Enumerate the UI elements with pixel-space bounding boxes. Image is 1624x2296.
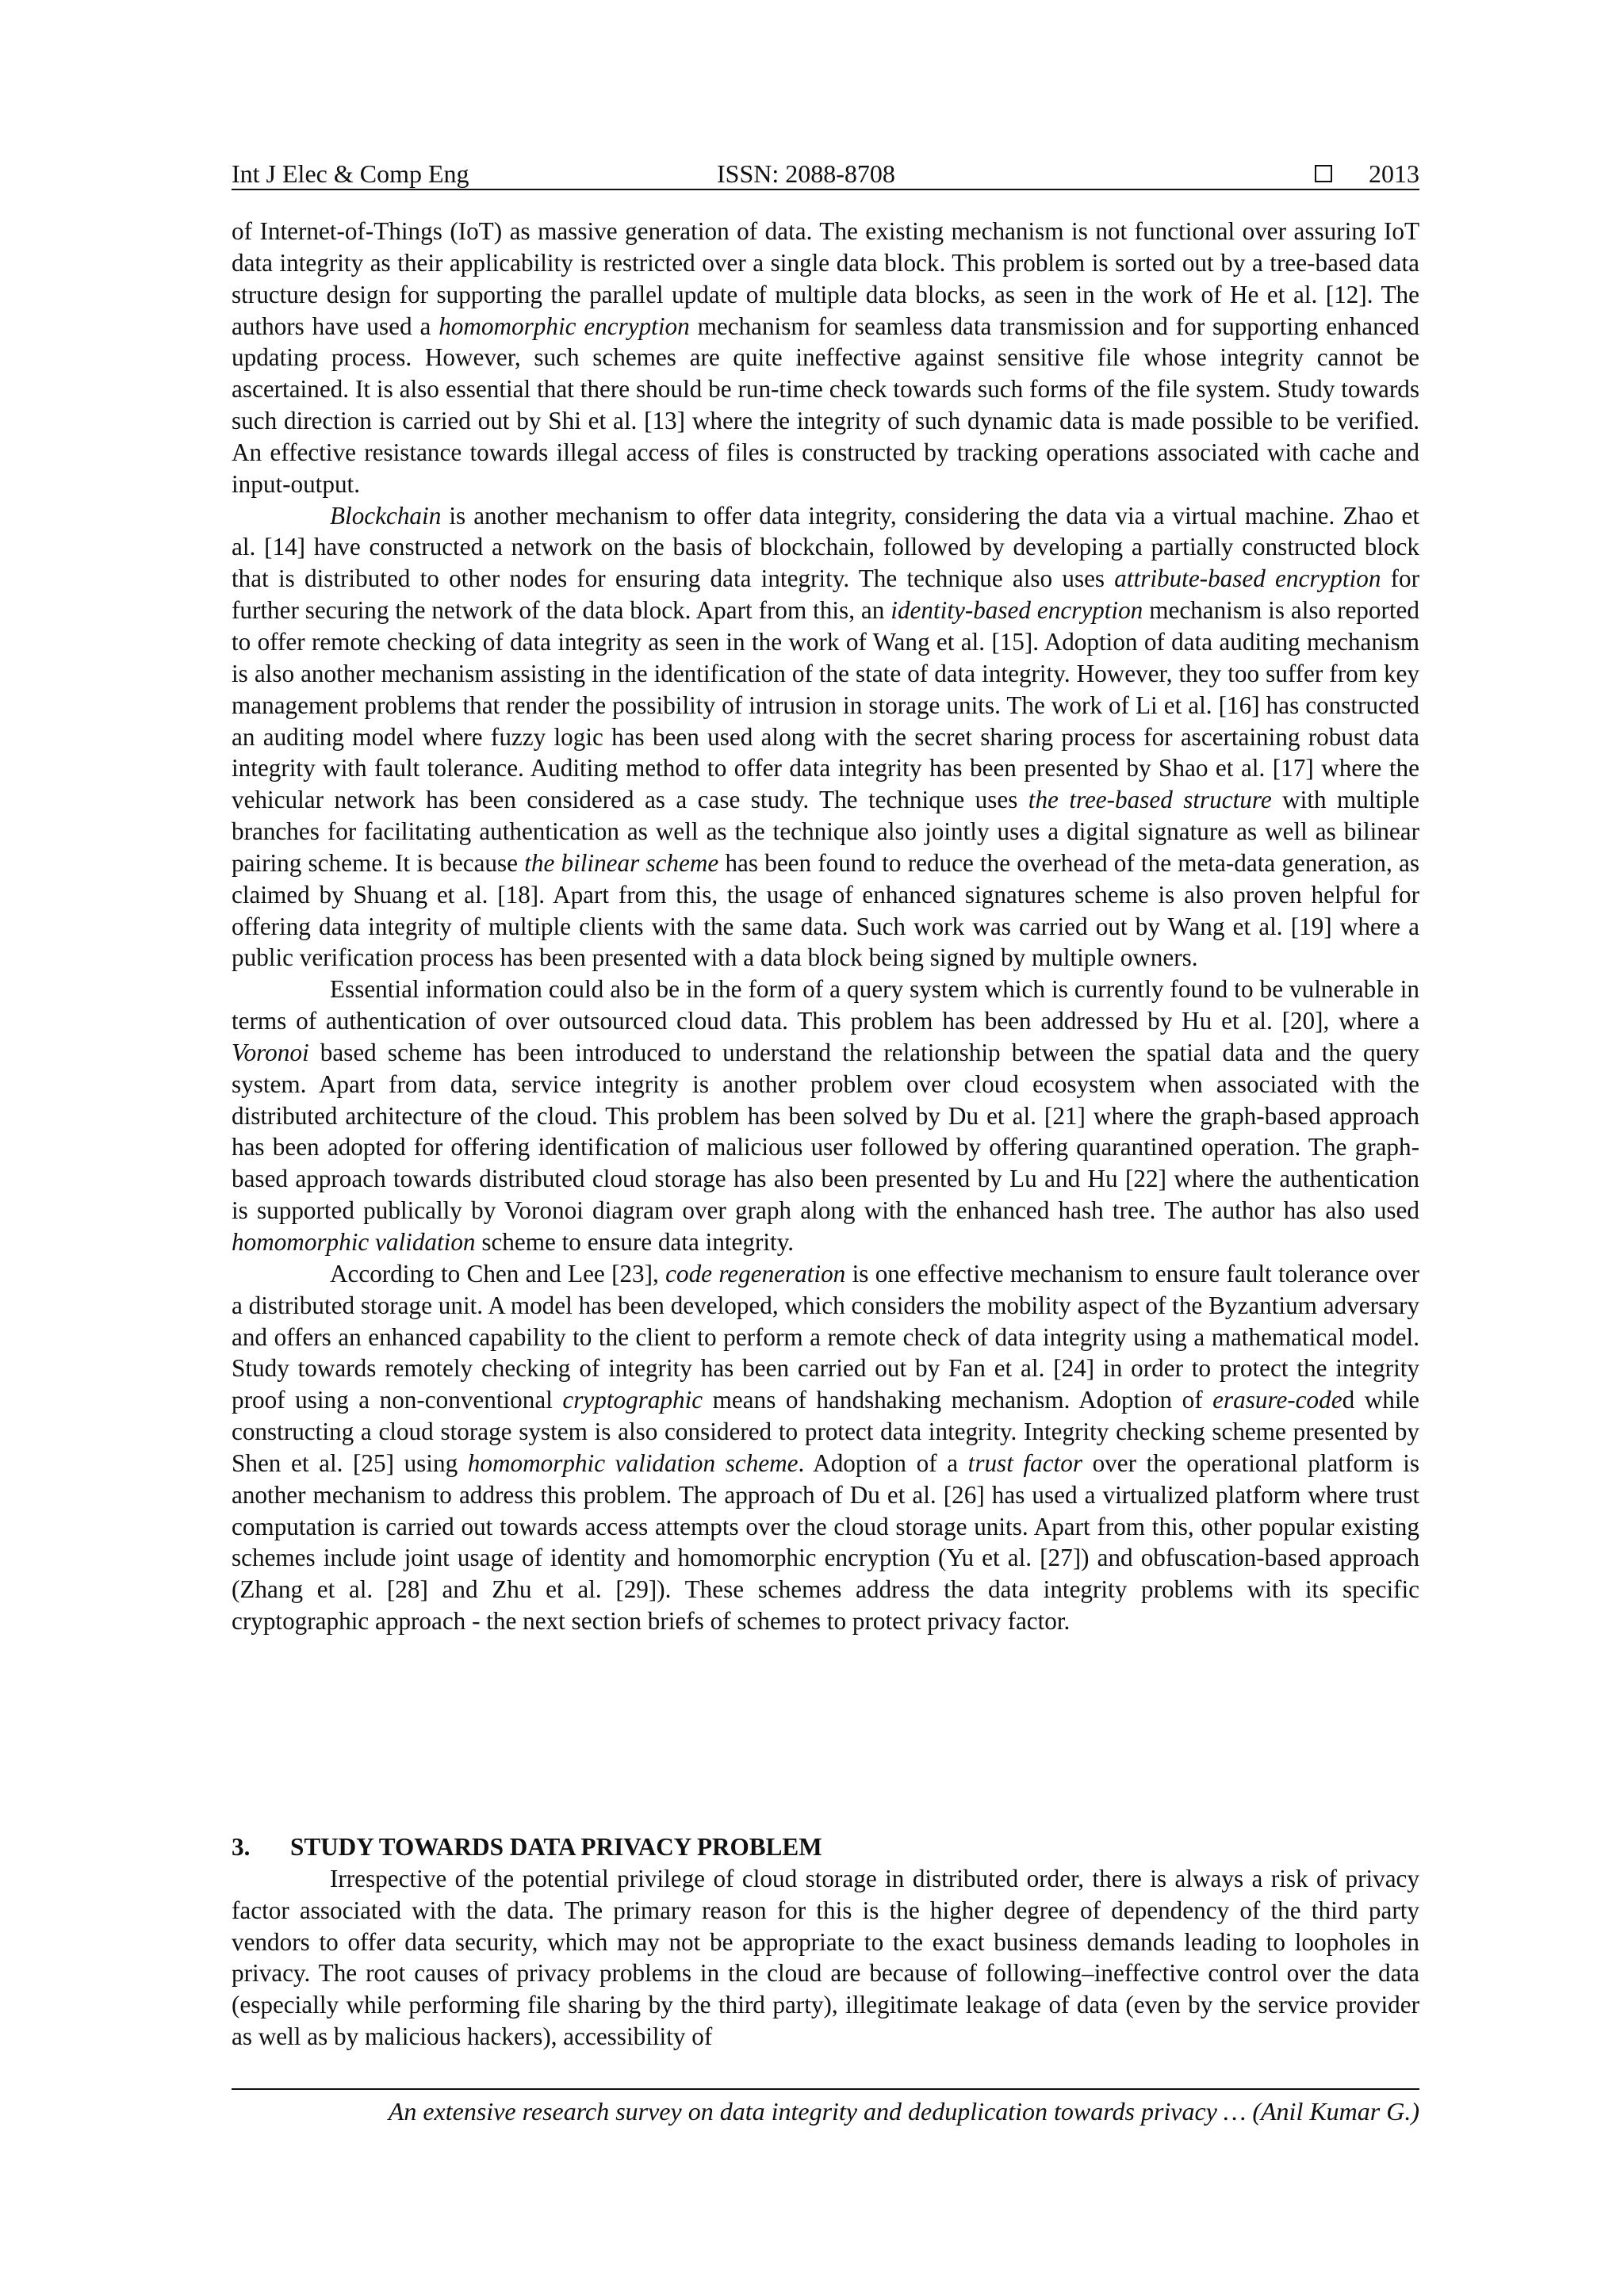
section-heading bbox=[232, 1831, 1419, 1863]
paragraph-3-segment-5: scheme to ensure data integrity. bbox=[475, 1228, 795, 1256]
paragraph-4-segment-10: trust factor bbox=[967, 1448, 1082, 1477]
issn-label: ISSN: 2088-8708 bbox=[717, 159, 895, 188]
paragraph-1-segment-2: homomorphic encryption bbox=[439, 312, 690, 340]
paragraph-2-segment-2: is another mechanism to offer data integrity, considering the data via a virtual machine. Zhao et al. [14] have constructed a network on the basis of blockchain, followed by developing a partially constructed block that is distributed to other nodes for ensuring data integrity. The technique also uses bbox=[232, 501, 1419, 593]
paragraph-4 bbox=[232, 1258, 1419, 1637]
paragraph-4-segment-2: code regeneration bbox=[665, 1259, 846, 1288]
paragraph-4-segment-5: means of handshaking mechanism. Adoption of bbox=[703, 1386, 1213, 1414]
paragraph-3 bbox=[232, 974, 1419, 1258]
header-divider bbox=[232, 189, 1419, 190]
page-number: 2013 bbox=[1369, 159, 1419, 188]
paragraph-3-segment-3: based scheme has been introduced to understand the relationship between the spatial data and the query system. Apart from data, service integrity is another problem over cloud ecosystem when associated with the distributed architecture of the cloud. This problem has been solved by Du et al. [21] where the graph-based approach has been adopted for offering identification of malicious user followed by offering quarantined operation. The graph-based approach towards distributed cloud storage has also been presented by Lu and Hu [22] where the authentication is supported publically by Voronoi diagram over graph along with the enhanced hash tree. The author has also used bbox=[232, 1038, 1419, 1225]
footer-divider bbox=[232, 2088, 1419, 2090]
paragraph-4-segment-6: erasure-code bbox=[1212, 1386, 1342, 1414]
paragraph-2-segment-7: the tree-based structure bbox=[1028, 786, 1272, 814]
paragraph-2-segment-9: the bilinear scheme bbox=[524, 848, 719, 877]
paragraph-1-segment-1: of Internet-of-Things (IoT) as massive generation of data. The existing mechanism is not functional over assuring IoT data integrity as their applicability is restricted over a single data block. This problem is sorted out by a tree-based data structure design for supporting the parallel update of multiple data blocks, as seen in the work of He et al. [12]. The authors have used a bbox=[232, 217, 1419, 340]
running-header bbox=[232, 155, 1419, 192]
paragraph-3-segment-4: homomorphic validation bbox=[232, 1228, 476, 1256]
running-footer: An extensive research survey on data integrity and deduplication towards privacy … (Anil Kumar G.) bbox=[388, 2097, 1419, 2126]
paragraph-2-segment-1: Blockchain bbox=[330, 501, 442, 530]
paragraph-2-segment-5: identity-based encryption bbox=[891, 596, 1143, 625]
paragraph-2-segment-3: attribute-based encryption bbox=[1114, 564, 1381, 593]
paragraph-2-segment-4: for further securing the network of the data block. Apart from this, an bbox=[232, 564, 1419, 625]
paragraph-4-segment-11: over the operational platform is another mechanism to address this problem. The approach of Du et al. [26] has used a virtualized platform where trust computation is carried out towards access attempts over the cloud storage units. Apart from this, other popular existing schemes include joint usage of identity and homomorphic encryption (Yu et al. [27]) and obfuscation-based approach (Zhang et al. [28] and Zhu et al. [29]). These schemes address the data integrity problems with its specific cryptographic approach - the next section briefs of schemes to protect privacy factor. bbox=[232, 1448, 1419, 1636]
section-3-paragraph: Irrespective of the potential privilege of cloud storage in distributed order, there is always a risk of privacy factor associated with the data. The primary reason for this is the higher degree of dependency of the third party vendors to offer data security, which may not be appropriate to the exact business demands leading to loopholes in privacy. The root causes of privacy problems in the cloud are because of following–ineffective control over the data (especially while performing file sharing by the third party), illegitimate leakage of data (even by the service provider as well as by malicious hackers), accessibility of bbox=[232, 1864, 1419, 2051]
paragraph-1 bbox=[232, 216, 1419, 500]
body-paragraphs bbox=[232, 216, 1419, 1637]
paragraph-2-segment-6: mechanism is also reported to offer remote checking of data integrity as seen in the work of Wang et al. [15]. Adoption of data auditing mechanism is also another mechanism assisting in the identification of the state of data integrity. However, they too suffer from key management problems that render the possibility of intrusion in storage units. The work of Li et al. [16] has constructed an auditing model where fuzzy logic has been used along with the secret sharing process for ascertaining robust data integrity with fault tolerance. Auditing method to offer data integrity has been presented by Shao et al. [17] where the vehicular network has been considered as a case study. The technique uses bbox=[232, 596, 1419, 814]
section-3 bbox=[232, 1831, 1419, 2053]
paragraph-2-segment-10: has been found to reduce the overhead of the meta-data generation, as claimed by Shuang et al. [18]. Apart from this, the usage of enhanced signatures scheme is also proven helpful for offering data integrity of multiple clients with the same data. Such work was carried out by Wang et al. [19] where a public verification process has been presented with a data block being signed by multiple owners. bbox=[232, 848, 1420, 972]
paragraph-4-segment-7: d while constructing a cloud storage system is also considered to protect data integrity. Integrity checking scheme presented by Shen et al. [25] using bbox=[232, 1386, 1419, 1477]
section-number: 3. bbox=[232, 1833, 251, 1861]
paragraph-3-segment-2: Voronoi bbox=[232, 1038, 309, 1066]
section-title: STUDY TOWARDS DATA PRIVACY PROBLEM bbox=[290, 1833, 822, 1861]
paragraph-2 bbox=[232, 500, 1419, 974]
paragraph-4-segment-3: is one effective mechanism to ensure fault tolerance over a distributed storage unit. A model has been developed, which considers the mobility aspect of the Byzantium adversary and offers an enhanced capability to the client to perform a remote check of data integrity using a mathematical model. Study towards remotely checking of integrity has been carried out by Fan et al. [24] in order to protect the integrity proof using a non-conventional bbox=[232, 1259, 1419, 1414]
paragraph-4-segment-4: cryptographic bbox=[562, 1386, 703, 1414]
paragraph-4-segment-1: According to Chen and Lee [23], bbox=[330, 1259, 666, 1288]
journal-name: Int J Elec & Comp Eng bbox=[232, 159, 469, 188]
checkbox-square-icon bbox=[1315, 165, 1332, 182]
paragraph-4-segment-8: homomorphic validation scheme bbox=[467, 1448, 799, 1477]
paragraph-4-segment-9: . Adoption of a bbox=[798, 1448, 968, 1477]
paragraph-1-segment-3: mechanism for seamless data transmission and for supporting enhanced updating process. However, such schemes are quite ineffective against sensitive file whose integrity cannot be ascertained. It is also essential that there should be run-time check towards such forms of the file system. Study towards such direction is carried out by Shi et al. [13] where the integrity of such dynamic data is made possible to be verified. An effective resistance towards illegal access of files is constructed by tracking operations associated with cache and input-output. bbox=[232, 312, 1420, 498]
page-number-group bbox=[1315, 155, 1419, 192]
paragraph-2-segment-8: with multiple branches for facilitating authentication as well as the technique also jointly uses a digital signature as well as bilinear pairing scheme. It is because bbox=[232, 786, 1419, 877]
paragraph-3-segment-1: Essential information could also be in the form of a query system which is currently found to be vulnerable in terms of authentication of over outsourced cloud data. This problem has been addressed by Hu et al. [20], where a bbox=[232, 975, 1419, 1035]
